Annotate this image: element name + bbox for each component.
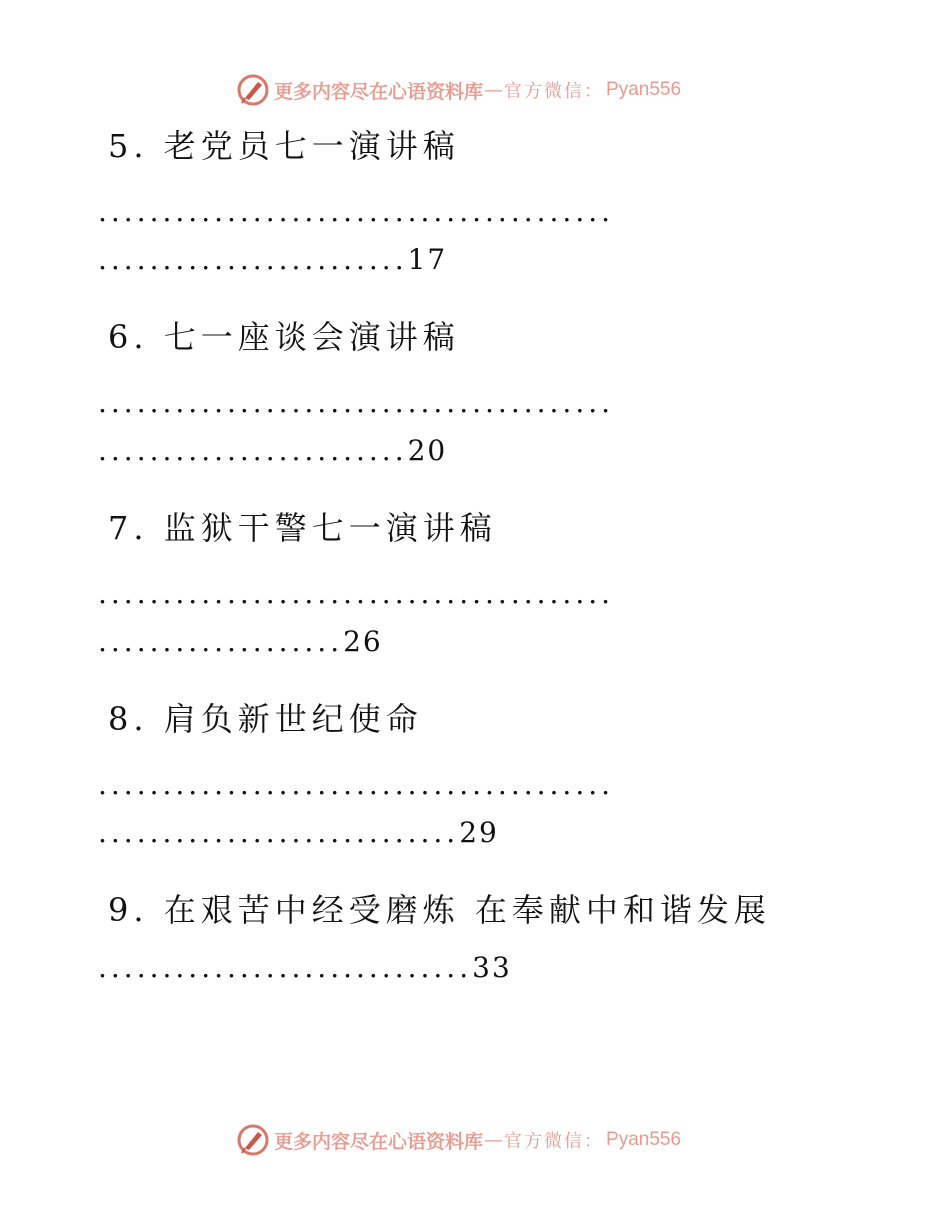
footer-watermark bbox=[236, 1122, 681, 1158]
toc-entry-title[interactable]: 5. 老党员七一演讲稿 bbox=[108, 127, 460, 165]
watermark-dash: — bbox=[484, 1129, 504, 1151]
watermark-dash: — bbox=[484, 79, 504, 101]
watermark-text: 更多内容尽在心语资料库 bbox=[274, 1130, 484, 1153]
toc-dot-leader-end bbox=[98, 435, 447, 467]
watermark-official-label: 官方微信： bbox=[504, 1131, 605, 1152]
toc-entry-title[interactable]: 8. 肩负新世纪使命 bbox=[108, 700, 423, 738]
toc-dot-leader-end bbox=[98, 626, 383, 658]
watermark-wechat-id: Pyan556 bbox=[606, 1129, 682, 1150]
toc-dot-leader: ........................................ bbox=[98, 196, 615, 228]
toc-dots: ........................ bbox=[98, 435, 408, 467]
toc-dots: ............................ bbox=[98, 817, 460, 849]
watermark-wechat-id: Pyan556 bbox=[606, 79, 682, 100]
watermark-official-label: 官方微信： bbox=[504, 81, 605, 102]
quill-logo-icon bbox=[236, 1123, 270, 1157]
toc-entry-title[interactable]: 7. 监狱干警七一演讲稿 bbox=[108, 509, 497, 547]
toc-entry-title[interactable]: 9. 在艰苦中经受磨炼 在奉献中和谐发展 bbox=[108, 891, 771, 929]
toc-dots: ........................ bbox=[98, 244, 408, 276]
toc-dot-leader: ........................................ bbox=[98, 387, 615, 419]
toc-dot-leader: ........................................ bbox=[98, 769, 615, 801]
toc-page-number[interactable]: 17 bbox=[407, 244, 448, 276]
toc-dot-leader-end bbox=[98, 244, 447, 276]
toc-dot-leader-end bbox=[98, 817, 499, 849]
watermark-text: 更多内容尽在心语资料库 bbox=[274, 80, 484, 103]
toc-page-number[interactable]: 33 bbox=[472, 952, 512, 984]
toc-page-number[interactable]: 20 bbox=[407, 435, 448, 467]
header-watermark bbox=[236, 72, 681, 108]
toc-page-number[interactable]: 29 bbox=[459, 817, 499, 849]
toc-entry-title[interactable]: 6. 七一座谈会演讲稿 bbox=[108, 318, 460, 356]
toc-dot-leader: ........................................ bbox=[98, 578, 615, 610]
toc-dot-leader-end bbox=[98, 952, 512, 984]
toc-dots: ................... bbox=[98, 626, 344, 658]
toc-page-number[interactable]: 26 bbox=[343, 626, 383, 658]
quill-logo-icon bbox=[236, 73, 270, 107]
toc-dots: ............................. bbox=[98, 952, 473, 984]
